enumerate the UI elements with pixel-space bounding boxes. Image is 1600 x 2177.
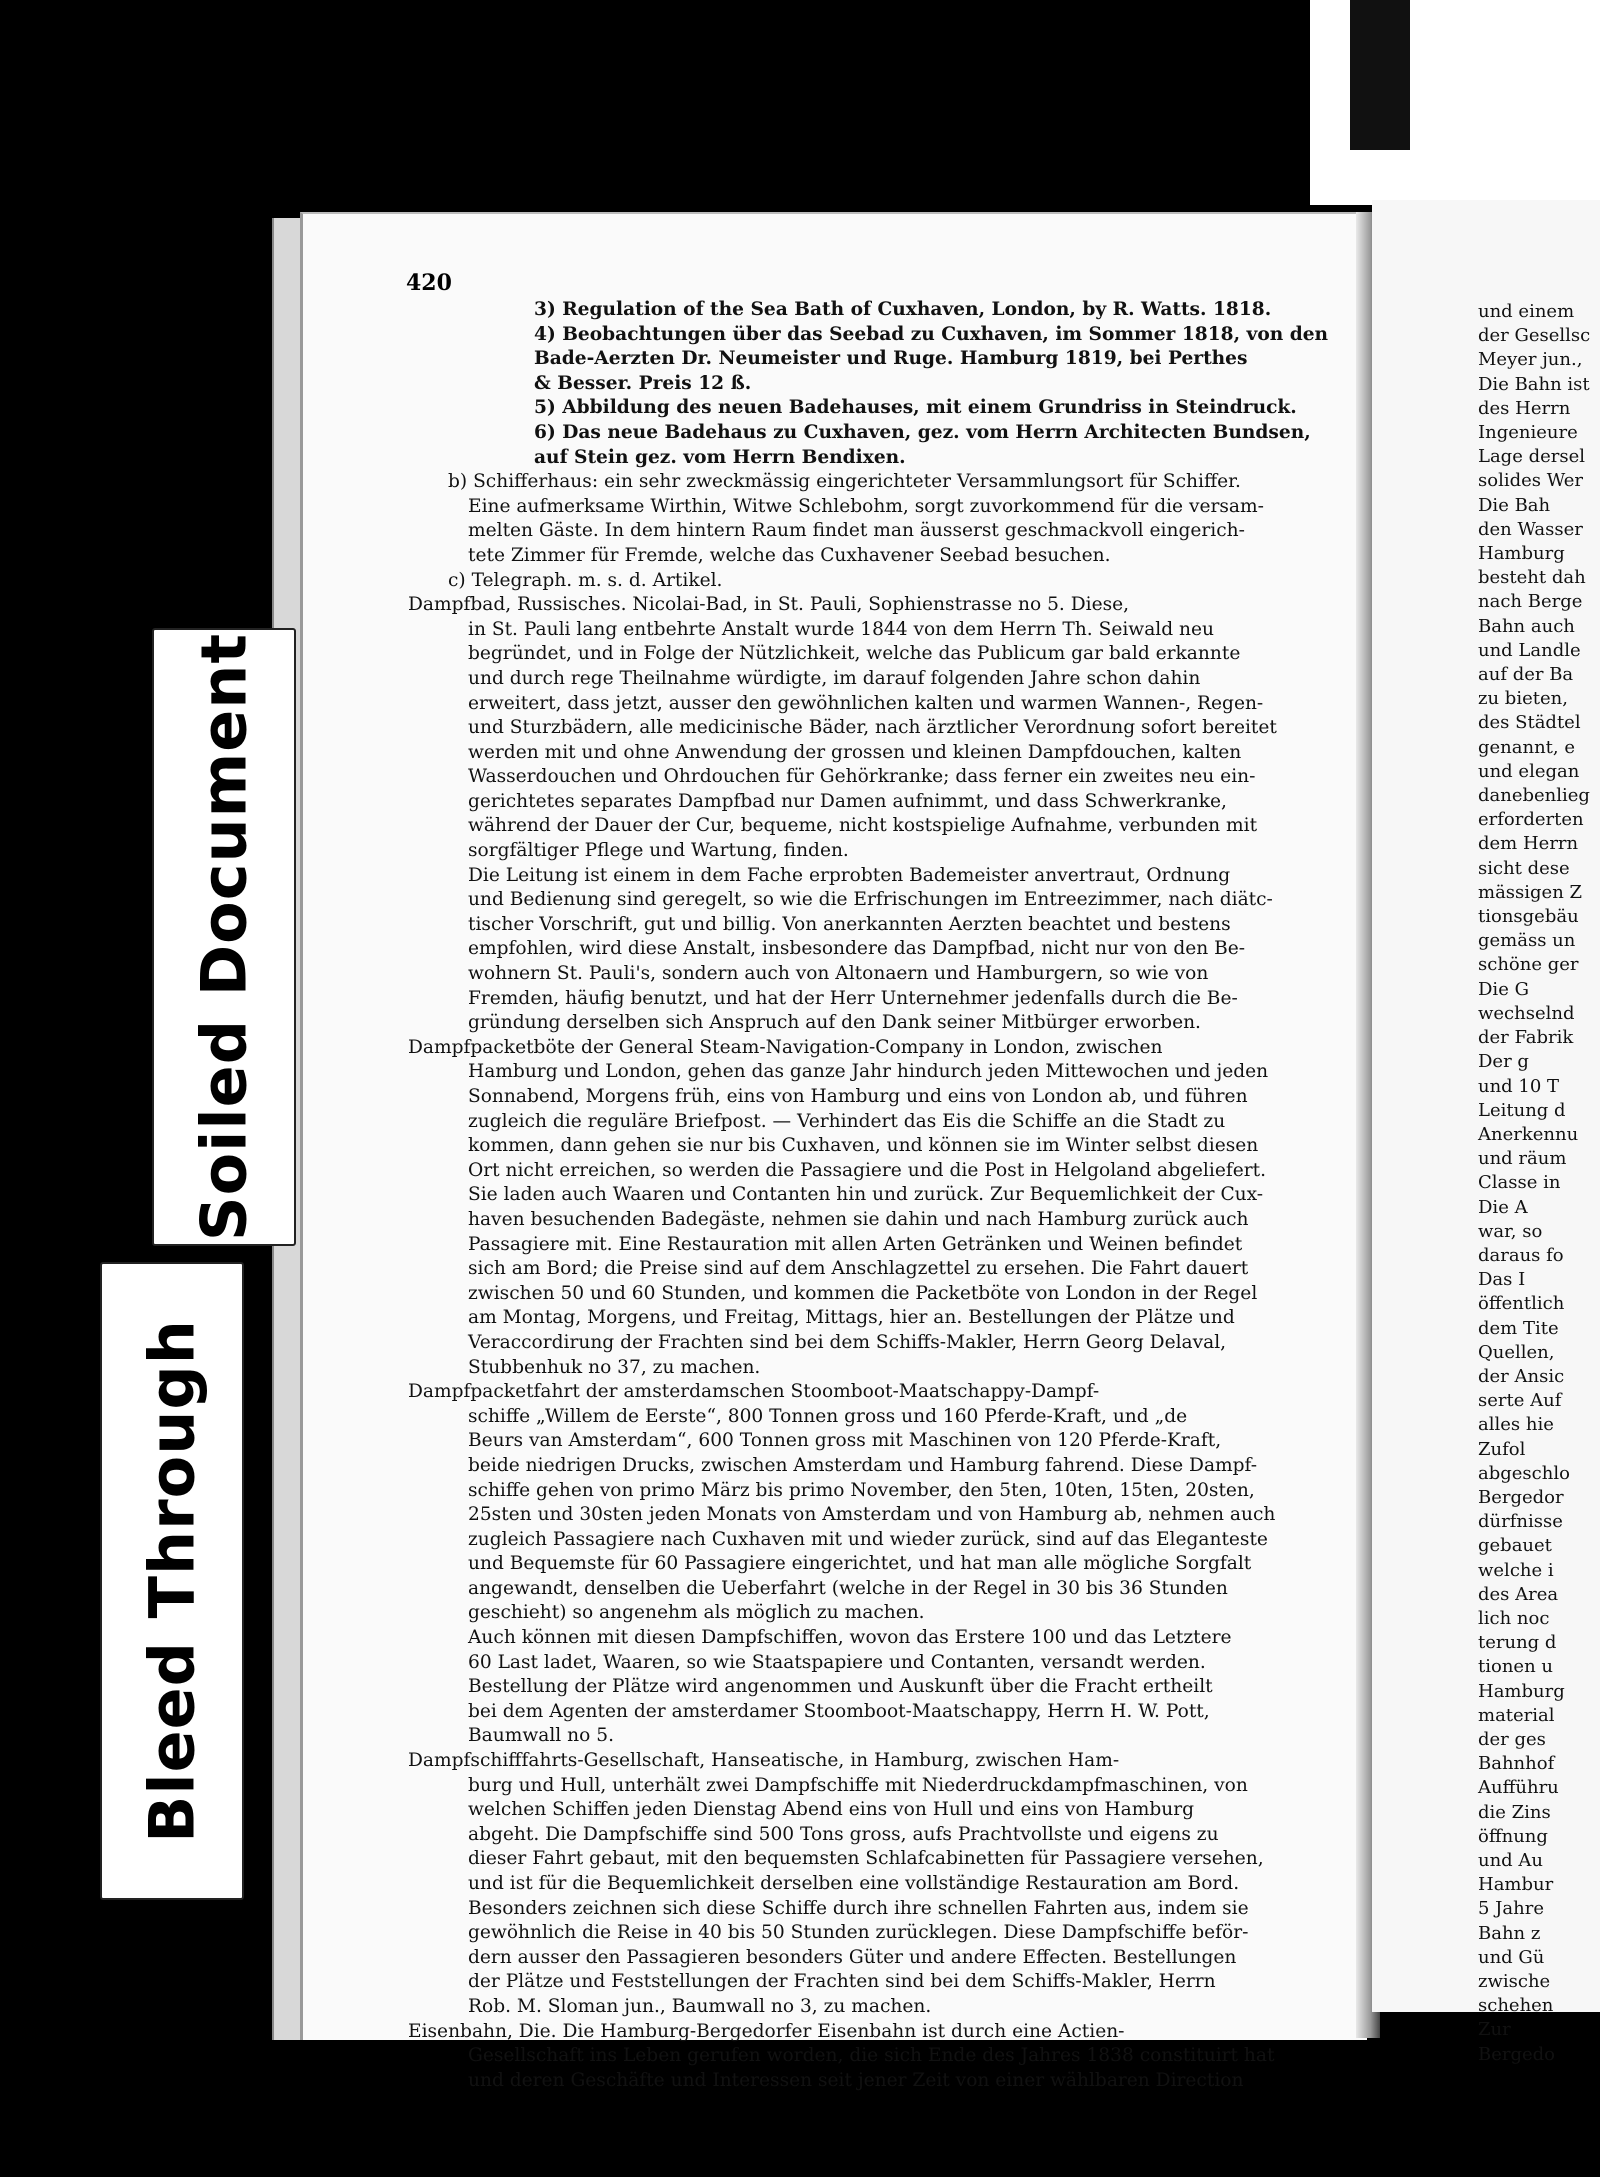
right-fragment-line: Die A (1478, 1196, 1528, 1218)
text-line: Dampfschifffahrts-Gesellschaft, Hanseatische, in Hamburg, zwischen Ham- (408, 1750, 1120, 1772)
text-line: 3) Regulation of the Sea Bath of Cuxhaven, London, by R. Watts. 1818. (534, 299, 1272, 320)
text-line: 4) Beobachtungen über das Seebad zu Cuxhaven, im Sommer 1818, von den (534, 323, 1329, 345)
text-line: schiffe „Willem de Eerste“, 800 Tonnen gross und 160 Pferde-Kraft, und „de (468, 1405, 1188, 1427)
text-line: angewandt, denselben die Ueberfahrt (welche in der Regel in 30 bis 36 Stunden (468, 1577, 1228, 1599)
right-fragment-line: die Zins (1478, 1801, 1551, 1823)
right-fragment-line: Das I (1478, 1269, 1526, 1291)
text-line: wohnern St. Pauli's, sondern auch von Altonaern und Hamburgern, so wie von (468, 963, 1209, 985)
text-line: 60 Last ladet, Waaren, so wie Staatspapiere und Contanten, versandt werden. (468, 1651, 1206, 1673)
black-bar (1350, 0, 1410, 150)
text-line: zugleich die reguläre Briefpost. — Verhindert das Eis die Schiffe an die Stadt zu (468, 1110, 1226, 1132)
right-fragment-line: Aufführu (1478, 1777, 1559, 1799)
text-line: welchen Schiffen jeden Dienstag Abend eins von Hull und eins von Hamburg (468, 1799, 1195, 1821)
right-fragment-line: solides Wer (1478, 470, 1584, 492)
text-line: sorgfältiger Pflege und Wartung, finden. (468, 840, 849, 862)
right-fragment-line: Leitung d (1478, 1099, 1566, 1121)
text-line: der Plätze und Feststellungen der Frachten sind bei dem Schiffs-Makler, Herrn (468, 1971, 1216, 1993)
right-fragment-line: der Fabrik (1478, 1027, 1574, 1049)
text-line: gründung derselben sich Anspruch auf den Dank seiner Mitbürger erworben. (468, 1012, 1201, 1034)
right-fragment-line: dem Herrn (1478, 833, 1579, 855)
text-line: tischer Vorschrift, gut und billig. Von anerkannten Aerzten beachtet und bestens (468, 913, 1231, 935)
right-fragment-line: Ingenieure (1478, 422, 1578, 444)
right-fragment-line: schehen (1478, 1995, 1554, 2017)
right-fragment-line: tionen u (1478, 1656, 1553, 1678)
text-line: beide niedrigen Drucks, zwischen Amsterdam und Hamburg fahrend. Diese Dampf- (468, 1454, 1258, 1476)
soiled-document-label: Soiled Document (187, 632, 261, 1242)
right-fragment-line: lich noc (1478, 1607, 1550, 1629)
text-line: während der Dauer der Cur, bequeme, nicht kostspielige Aufnahme, verbunden mit (468, 815, 1258, 837)
right-fragment-line: Quellen, (1478, 1341, 1555, 1363)
right-page-fragments (1478, 300, 1590, 2067)
right-fragment-line: Bahn z (1478, 1922, 1541, 1944)
right-fragment-line: tionsgebäu (1478, 906, 1579, 928)
text-line: Dampfpacketfahrt der amsterdamschen Stoomboot-Maatschappy-Dampf- (408, 1381, 1100, 1403)
right-fragment-line: genannt, e (1478, 736, 1576, 758)
right-fragment-line: welche i (1478, 1559, 1554, 1581)
right-fragment-line: terung d (1478, 1632, 1557, 1654)
text-line: gewöhnlich die Reise in 40 bis 50 Stunden zurücklegen. Diese Dampfschiffe beför- (468, 1922, 1249, 1944)
right-fragment-line: und Au (1478, 1850, 1544, 1871)
text-line: melten Gäste. In dem hintern Raum findet man äusserst geschmackvoll eingerich- (468, 520, 1245, 542)
text-line: Rob. M. Sloman jun., Baumwall no 3, zu machen. (468, 1995, 932, 2017)
right-fragment-line: und Gü (1478, 1946, 1545, 1968)
text-line: dern ausser den Passagieren besonders Güter und andere Effecten. Bestellungen (468, 1946, 1237, 1968)
text-line: sich am Bord; die Preise sind auf dem Anschlagzettel zu ersehen. Die Fahrt dauert (468, 1258, 1249, 1280)
text-line: und ist für die Bequemlichkeit derselben eine vollständige Restauration am Bord. (468, 1873, 1240, 1894)
right-fragment-line: Anerkennu (1478, 1123, 1579, 1145)
right-fragment-line: Meyer jun., (1478, 349, 1583, 371)
text-line: Fremden, häufig benutzt, und hat der Herr Unternehmer jedenfalls durch die Be- (468, 987, 1238, 1009)
right-fragment-line: abgeschlo (1478, 1462, 1570, 1484)
text-line: Dampfpacketböte der General Steam-Navigation-Company in London, zwischen (408, 1036, 1163, 1058)
right-fragment-line: alles hie (1478, 1414, 1554, 1436)
text-line: begründet, und in Folge der Nützlichkeit, welche das Publicum gar bald erkannte (468, 643, 1241, 665)
right-fragment-line: der Ansic (1478, 1365, 1565, 1387)
text-line: c) Telegraph. m. s. d. Artikel. (448, 569, 723, 591)
right-fragment-line: war, so (1478, 1220, 1543, 1242)
text-line: Besonders zeichnen sich diese Schiffe durch ihre schnellen Fahrten aus, indem sie (468, 1897, 1249, 1919)
text-line: Hamburg und London, gehen das ganze Jahr hindurch jeden Mittewochen und jeden (468, 1061, 1269, 1083)
right-fragment-line: dürfnisse (1478, 1511, 1563, 1533)
text-line: 25sten und 30sten jeden Monats von Amsterdam und von Hamburg ab, nehmen auch (468, 1504, 1276, 1526)
right-fragment-line: dem Tite (1478, 1317, 1559, 1339)
right-fragment-line: nach Berge (1478, 591, 1583, 613)
right-fragment-line: Hambur (1478, 1874, 1554, 1896)
right-fragment-line: öffnung (1478, 1825, 1548, 1847)
right-fragment-line: Die Bahn ist (1478, 373, 1590, 395)
text-line: und durch rege Theilnahme würdigte, im darauf folgenden Jahre schon dahin (468, 667, 1201, 689)
right-fragment-line: material (1478, 1704, 1555, 1726)
left-page-text (408, 268, 1328, 2093)
text-line: Wasserdouchen und Ohrdouchen für Gehörkranke; dass ferner ein zweites neu ein- (468, 766, 1256, 788)
text-line: und Bedienung sind geregelt, so wie die Erfrischungen im Entreezimmer, nach diätc- (468, 889, 1273, 911)
text-line: Stubbenhuk no 37, zu machen. (468, 1356, 761, 1378)
text-line: 5) Abbildung des neuen Badehauses, mit einem Grundriss in Steindruck. (534, 397, 1297, 419)
right-fragment-line: serte Auf (1478, 1390, 1562, 1412)
text-line: auf Stein gez. vom Herrn Bendixen. (534, 446, 906, 468)
right-fragment-line: zu bieten, (1478, 688, 1568, 710)
text-line: Auch können mit diesen Dampfschiffen, wovon das Erstere 100 und das Letztere (468, 1627, 1232, 1649)
right-fragment-line: Hamburg (1478, 1680, 1565, 1702)
right-fragment-line: und einem (1478, 301, 1575, 322)
right-fragment-line: des Herrn (1478, 397, 1571, 419)
text-line: Passagiere mit. Eine Restauration mit allen Arten Getränken und Weinen befindet (468, 1233, 1243, 1255)
right-fragment-line: des Städtel (1478, 712, 1581, 734)
right-fragment-line: mässigen Z (1478, 881, 1583, 903)
right-fragment-line: daraus fo (1478, 1244, 1564, 1266)
text-line: kommen, dann gehen sie nur bis Cuxhaven, und können sie im Winter selbst diesen (468, 1135, 1259, 1157)
text-line: zwischen 50 und 60 Stunden, und kommen die Packetböte von London in der Regel (468, 1282, 1258, 1304)
text-line: Beurs van Amsterdam“, 600 Tonnen gross mit Maschinen von 120 Pferde-Kraft, (468, 1430, 1222, 1452)
text-line: burg und Hull, unterhält zwei Dampfschiffe mit Niederdruckdampfmaschinen, von (468, 1774, 1248, 1796)
right-fragment-line: öffentlich (1478, 1293, 1565, 1315)
right-fragment-line: der Gesellsc (1478, 325, 1591, 347)
text-line: Veraccordirung der Frachten sind bei dem Schiffs-Makler, Herrn Georg Delaval, (468, 1331, 1227, 1353)
right-fragment-line: und räum (1478, 1148, 1567, 1170)
text-line: Baumwall no 5. (468, 1725, 614, 1747)
top-scan-strip (1310, 0, 1600, 205)
right-fragment-line: danebenlieg (1478, 785, 1590, 807)
text-line: Ort nicht erreichen, so werden die Passagiere und die Post in Helgoland abgeliefert. (468, 1159, 1266, 1181)
right-fragment-line: Bahn auch (1478, 615, 1575, 637)
text-line: Gesellschaft ins Leben gerufen worden, die sich Ende des Jahres 1838 constituirt hat (468, 2045, 1275, 2067)
right-fragment-line: sicht dese (1478, 857, 1570, 879)
right-fragment-line: Lage dersel (1478, 446, 1586, 468)
text-line: gerichtetes separates Dampfbad nur Damen aufnimmt, und dass Schwerkranke, (468, 790, 1227, 812)
text-line: empfohlen, wird diese Anstalt, insbesondere das Dampfbad, nicht nur von den Be- (468, 938, 1246, 960)
text-line: Die Leitung ist einem in dem Fache erprobten Bademeister anvertraut, Ordnung (468, 864, 1231, 886)
right-fragment-line: und 10 T (1478, 1075, 1560, 1097)
text-line: werden mit und ohne Anwendung der grossen und kleinen Dampfdouchen, kalten (468, 741, 1242, 763)
text-line: und Sturzbädern, alle medicinische Bäder, nach ärztlicher Verordnung sofort bereitet (468, 717, 1277, 739)
soiled-document-tab (152, 628, 296, 1246)
right-fragment-line: besteht dah (1478, 567, 1586, 589)
text-line: Sie laden auch Waaren und Contanten hin und zurück. Zur Bequemlichkeit der Cux- (468, 1184, 1264, 1206)
right-fragment-line: zwische (1478, 1971, 1551, 1993)
right-fragment-line: schöne ger (1478, 954, 1579, 976)
text-line: & Besser. Preis 12 ß. (534, 372, 752, 394)
right-fragment-line: Die G (1478, 978, 1529, 1000)
text-line: abgeht. Die Dampfschiffe sind 500 Tons gross, aufs Prachtvollste und eigens zu (468, 1823, 1219, 1845)
text-line: Bade-Aerzten Dr. Neumeister und Ruge. Hamburg 1819, bei Perthes (534, 348, 1248, 370)
text-line: geschieht) so angenehm als möglich zu machen. (468, 1602, 925, 1624)
text-line: 6) Das neue Badehaus zu Cuxhaven, gez. vom Herrn Architecten Bundsen, (534, 421, 1311, 443)
text-line: in St. Pauli lang entbehrte Anstalt wurde 1844 von dem Herrn Th. Seiwald neu (468, 618, 1215, 640)
right-fragment-line: auf der Ba (1478, 664, 1574, 686)
text-line: bei dem Agenten der amsterdamer Stoomboot-Maatschappy, Herrn H. W. Pott, (468, 1700, 1210, 1722)
text-line: dieser Fahrt gebaut, mit den bequemsten Schlafcabinetten für Passagiere versehen, (468, 1848, 1264, 1870)
right-fragment-line: der ges (1478, 1728, 1546, 1750)
text-line: tete Zimmer für Fremde, welche das Cuxhavener Seebad besuchen. (468, 544, 1111, 566)
right-fragment-line: des Area (1478, 1583, 1559, 1605)
text-line: Bestellung der Plätze wird angenommen und Auskunft über die Fracht ertheilt (468, 1676, 1213, 1698)
text-line: zugleich Passagiere nach Cuxhaven mit und wieder zurück, sind auf das Eleganteste (468, 1528, 1268, 1550)
right-fragment-line: Zur (1478, 2019, 1511, 2041)
left-page-lines (408, 298, 1328, 2093)
right-fragment-line: erforderten (1478, 809, 1584, 831)
right-fragment-line: Die Bah (1478, 494, 1551, 516)
right-fragment-line: und elegan (1478, 760, 1580, 782)
right-fragment-line: und Landle (1478, 639, 1581, 661)
text-line: Dampfbad, Russisches. Nicolai-Bad, in St. Pauli, Sophienstrasse no 5. Diese, (408, 594, 1130, 616)
text-line: Eine aufmerksame Wirthin, Witwe Schlebohm, sorgt zuvorkommend für die versam- (468, 495, 1264, 517)
right-fragment-line: gebauet (1478, 1535, 1552, 1557)
text-line: erweitert, dass jetzt, ausser den gewöhnlichen kalten und warmen Wannen-, Regen- (468, 692, 1264, 714)
right-fragment-line: Zufol (1478, 1438, 1526, 1460)
right-fragment-line: Bahnhof (1478, 1753, 1555, 1775)
right-fragment-line: den Wasser (1478, 518, 1583, 540)
text-line: am Montag, Morgens, und Freitag, Mittags, hier an. Bestellungen der Plätze und (468, 1307, 1235, 1329)
text-line: haven besuchenden Badegäste, nehmen sie dahin und nach Hamburg zurück auch (468, 1208, 1249, 1230)
right-fragment-line: Der g (1478, 1051, 1529, 1073)
right-fragment-line: 5 Jahre (1478, 1898, 1544, 1920)
text-line: und deren Geschäfte und Interessen seit jener Zeit von einer wählbaren Direction (468, 2069, 1244, 2091)
text-line: b) Schifferhaus: ein sehr zweckmässig eingerichteter Versammlungsort für Schiffer. (448, 471, 1241, 493)
right-fragment-line: Classe in (1478, 1172, 1561, 1194)
right-fragment-line: gemäss un (1478, 930, 1576, 952)
text-line: Eisenbahn, Die. Die Hamburg-Bergedorfer Eisenbahn ist durch eine Actien- (408, 2020, 1125, 2042)
right-fragment-line: Bergedor (1478, 1486, 1564, 1508)
page-number: 420 (406, 270, 452, 296)
right-fragment-line: wechselnd (1478, 1002, 1575, 1024)
text-line: und Bequemste für 60 Passagiere eingerichtet, und hat man alle mögliche Sorgfalt (468, 1553, 1252, 1575)
bleed-through-tab (100, 1262, 244, 1900)
text-line: schiffe gehen von primo März bis primo November, den 5ten, 10ten, 15ten, 20sten, (468, 1479, 1255, 1501)
bleed-through-label: Bleed Through (135, 1319, 209, 1843)
text-line: Sonnabend, Morgens früh, eins von Hamburg und eins von London ab, und führen (468, 1086, 1248, 1107)
right-fragment-line: Bergedo (1478, 2043, 1556, 2065)
right-fragment-line: Hamburg (1478, 543, 1565, 565)
